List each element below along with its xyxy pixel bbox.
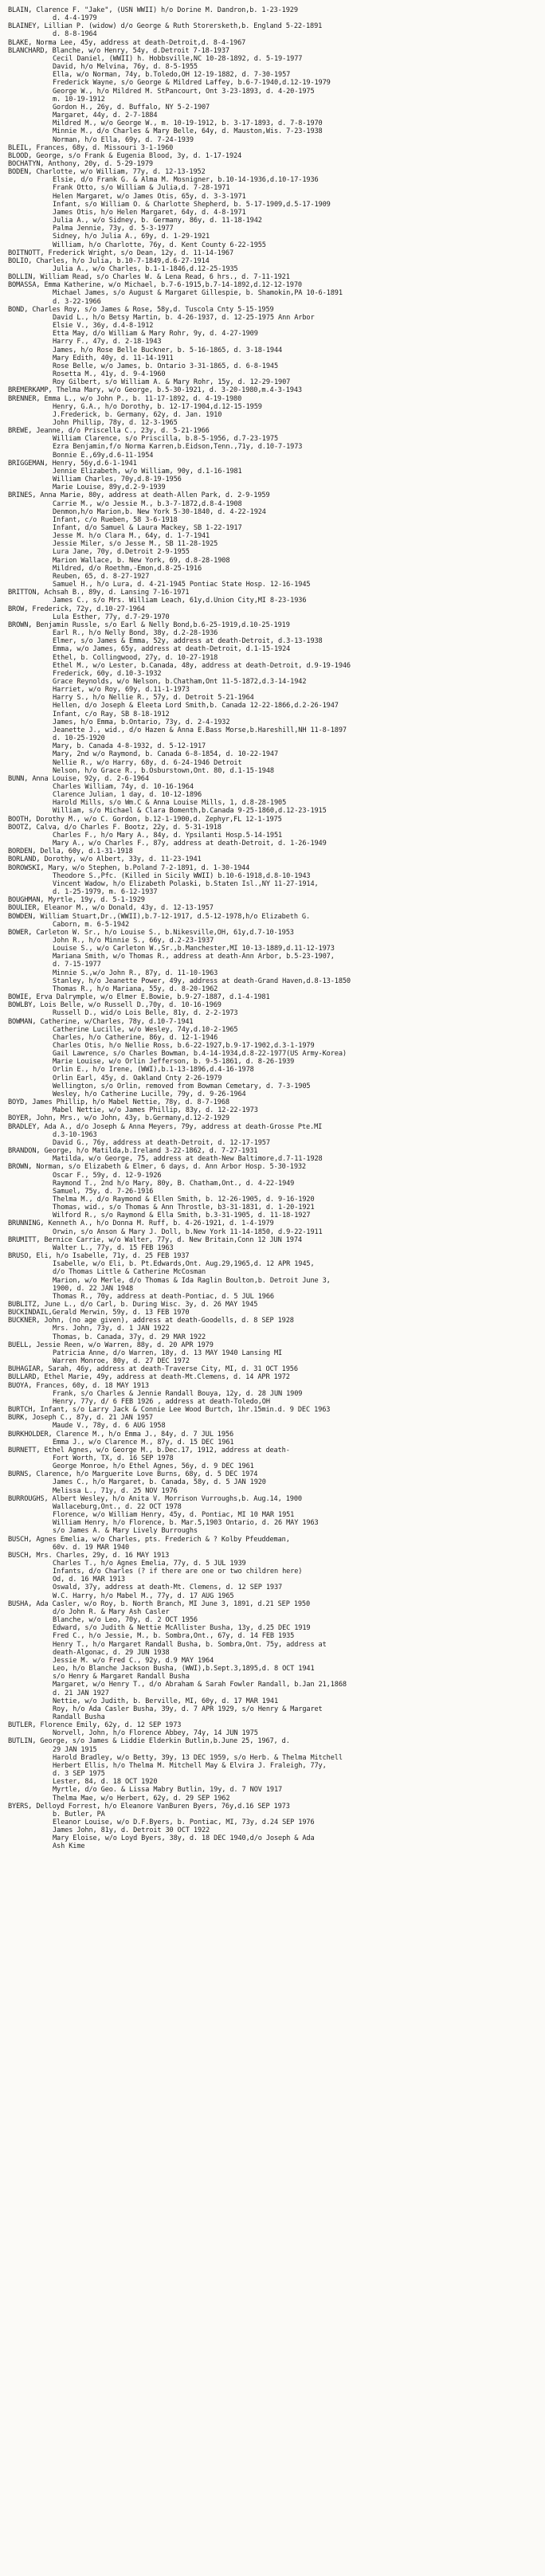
record-heading-line: BUHAGIAR, Sarah, 46y, address at death-Traverse City, MI, d. 31 OCT 1956: [8, 1365, 298, 1374]
record-entry: [8, 1536, 534, 1552]
record-heading-line: BLAKE, Norma Lee, 45y, address at death-Detroit,d. 8-4-1967: [8, 38, 246, 47]
record-continuation-line: Emma, w/o James, 65y, address at death-Detroit, d.1-15-1924: [53, 645, 291, 654]
record-continuation-line: Mildred, d/o Roethm,-Emon,d.8-25-1916: [53, 564, 202, 573]
record-continuation-line: d. 8-8-1964: [53, 30, 97, 39]
record-continuation-line: Mrs. John, 73y, d. 1 JAN 1922: [53, 1325, 170, 1333]
record-entry: [8, 1803, 534, 1851]
record-entry: [8, 460, 534, 492]
record-continuation-line: Louise S., w/o Carleton W.,Sr.,b.Manchester,MI 10-13-1889,d.11-12-1973: [53, 945, 335, 953]
record-heading-line: BRUMITT, Bernice Carrie, w/o Walter, 77y, d. New Britain,Conn 12 JUN 1974: [8, 1235, 302, 1244]
record-heading-line: BOOTZ, Calva, d/o Charles F. Bootz, 22y, d. 5-31-1918: [8, 823, 222, 832]
record-continuation-line: Mabel Nettie, w/o James Phillip, 83y, d. 12-22-1973: [53, 1106, 258, 1115]
record-continuation-line: Henry T., h/o Margaret Randall Busha, b. Sombra,Ont. 75y, address at: [53, 1640, 327, 1649]
record-continuation-line: d. 10-25-1920: [53, 734, 105, 743]
record-entry: [8, 816, 534, 824]
record-heading-line: BLOOD, George, s/o Frank & Eugenia Blood, 3y, d. 1-17-1924: [8, 151, 242, 160]
record-heading-line: BUOYA, Frances, 60y, d. 18 MAY 1913: [8, 1381, 149, 1390]
record-continuation-line: Nellie R., w/o Harry, 68y, d. 6-24-1946 Detroit: [53, 758, 242, 767]
record-continuation-line: Theodore S.,Pfc. (Killed in Sicily WWII) b.10-6-1918,d.8-10-1943: [53, 871, 311, 880]
record-heading-line: BUSHA, Ada Casler, w/o Roy, b. North Branch, MI June 3, 1891, d.21 SEP 1950: [8, 1599, 311, 1608]
record-continuation-line: Samuel, 75y, d. 7-26-1916: [53, 1187, 154, 1196]
record-continuation-line: Harold Mills, s/o Wm.C & Anna Louise Mills, 1, d.8-28-1905: [53, 799, 287, 808]
record-continuation-line: Mary, 2nd w/o Raymond, b. Canada 6-8-1854, d. 10-22-1947: [53, 750, 279, 759]
record-entry: [8, 1163, 534, 1219]
record-heading-line: BLAINEY, Lillian P. (widow) d/o George & Ruth Storersketh,b. England 5-22-1891: [8, 22, 323, 31]
record-continuation-line: Earl R., h/o Nelly Bond, 38y, d.2-28-1936: [53, 629, 218, 638]
record-heading-line: BORDEN, Della, 60y, d.1-31-1918: [8, 848, 133, 856]
record-continuation-line: Od, d. 16 MAR 1913: [53, 1576, 125, 1584]
record-continuation-line: 29 JAN 1915: [53, 1745, 97, 1754]
record-entry: [8, 913, 534, 929]
record-continuation-line: Oscar F., 59y, d. 12-9-1926: [53, 1171, 162, 1180]
record-continuation-line: Thomas R., h/o Mariana, 55y, d. 8-20-1962: [53, 985, 218, 993]
record-continuation-line: Marie Louise, w/o Orlin Jefferson, b. 9-5-1861, d. 8-26-1939: [53, 1058, 295, 1067]
record-continuation-line: Infant, d/o Samuel & Laura Mackey, SB 1-22-1917: [53, 524, 242, 532]
record-continuation-line: Rosetta M., 41y, d. 9-4-1960: [53, 370, 166, 379]
record-entry: [8, 824, 534, 848]
record-continuation-line: Thomas, wid., s/o Thomas & Ann Throstle, b3-31-1831, d. 1-20-1921: [53, 1204, 315, 1212]
record-continuation-line: Marie Louise, 89y,d.2-9-1939: [53, 483, 166, 492]
record-heading-line: BRIGGEMAN, Henry, 56y,d.6-1-1941: [8, 459, 137, 468]
record-continuation-line: d.3-10-1963: [53, 1130, 97, 1139]
record-entry: [8, 993, 534, 1001]
record-continuation-line: s/o Henry & Margaret Randall Busha: [53, 1673, 190, 1681]
record-entry: [8, 39, 534, 47]
record-continuation-line: Gail Lawrence, s/o Charles Bowman, b.4-14-1934,d.8-22-1977(US Army-Korea): [53, 1050, 347, 1059]
record-heading-line: BURTCH, Infant, s/o Larry Jack & Connie Lee Wood Burtch, 1hr.15min.d. 9 DEC 1963: [8, 1406, 331, 1415]
record-entry: [8, 1317, 534, 1341]
record-continuation-line: Oswald, 37y, address at death-Mt. Clemens, d. 12 SEP 1937: [53, 1584, 283, 1592]
record-entry: [8, 904, 534, 912]
record-continuation-line: Roy, h/o Ada Casler Busha, 39y, d. 7 APR 1929, s/o Henry & Margaret: [53, 1705, 323, 1713]
record-heading-line: BURNETT, Ethel Agnes, w/o George M., b.Dec.17, 1912, address at death-: [8, 1446, 290, 1454]
record-continuation-line: Ezra Benjamin,f/o Norma Karren,b.Eidson,Tenn.,71y, d.10-7-1973: [53, 443, 303, 452]
record-entry: [8, 386, 534, 394]
record-continuation-line: d. 3-22-1966: [53, 297, 101, 306]
record-heading-line: BRUNNING, Kenneth A., h/o Donna M. Ruff, b. 4-26-1921, d. 1-4-1979: [8, 1219, 274, 1228]
record-continuation-line: Harold Bradley, w/o Betty, 39y, 13 DEC 1959, s/o Herb. & Thelma Mitchell: [53, 1753, 343, 1762]
record-continuation-line: Elmer, s/o James & Emma, 52y, address at death-Detroit, d.3-13-1938: [53, 637, 323, 646]
record-entry: [8, 855, 534, 863]
record-entry: [8, 1123, 534, 1147]
record-continuation-line: James Otis, h/o Helen Margaret, 64y, d. 4-8-1971: [53, 208, 246, 217]
record-continuation-line: Lura Jane, 70y, d.Detroit 2-9-1955: [53, 548, 190, 557]
record-continuation-line: Thomas, b. Canada, 37y, d. 29 MAR 1922: [53, 1333, 206, 1341]
record-heading-line: BOLIO, Charles, h/o Julia, b.10-7-1849,d.6-27-1914: [8, 256, 210, 265]
record-continuation-line: Reuben, 65, d. 8-27-1927: [53, 572, 150, 581]
record-continuation-line: William Clarence, s/o Priscilla, b.8-5-1956, d.7-23-1975: [53, 435, 279, 444]
record-entry: [8, 1301, 534, 1309]
record-entry: [8, 257, 534, 273]
record-continuation-line: Cecil Daniel, (WWII) h. Hobbsville,NC 10-28-1892, d. 5-19-1977: [53, 54, 303, 63]
record-heading-line: BORLAND, Dorothy, w/o Albert, 33y, d. 11-23-1941: [8, 855, 202, 864]
record-continuation-line: Bonnie E.,69y,d.6-11-1954: [53, 451, 154, 460]
record-entry: [8, 160, 534, 168]
record-continuation-line: Ethel, b. Collingwood, 27y, d. 10-27-1918: [53, 653, 218, 662]
record-continuation-line: Minnie M., d/o Charles & Mary Belle, 64y, d. Mauston,Wis. 7-23-1938: [53, 127, 323, 136]
record-entry: [8, 249, 534, 257]
record-continuation-line: Blanche, w/o Leo, 70y, d. 2 OCT 1956: [53, 1616, 198, 1625]
record-continuation-line: Matilda, w/o George, 75, address at death-New Baltimore,d.7-11-1928: [53, 1155, 323, 1164]
record-continuation-line: Elsie, d/o Frank G. & Alma M. Mosnigner, b.10-14-1936,d.10-17-1936: [53, 176, 319, 185]
record-heading-line: BURK, Joseph C., 87y, d. 21 JAN 1957: [8, 1414, 153, 1423]
record-heading-line: BOUGHMAN, Myrtle, 19y, d. 5-1-1929: [8, 896, 145, 905]
surname-index: [8, 6, 534, 1851]
record-continuation-line: James, h/o Rose Belle Buckner, b. 5-16-1865, d. 3-18-1944: [53, 346, 283, 354]
record-continuation-line: Wellington, s/o Orlin, removed from Bowman Cemetary, d. 7-3-1905: [53, 1082, 311, 1090]
record-continuation-line: Carrie M., w/o Jessie M., b.3-7-1872,d.8-4-1908: [53, 499, 242, 508]
record-continuation-line: Gordon H., 26y, d. Buffalo, NY 5-2-1907: [53, 103, 210, 112]
record-continuation-line: Rose Belle, w/o James, b. Ontario 3-31-1865, d. 6-8-1945: [53, 362, 279, 370]
record-entry: [8, 306, 534, 387]
record-heading-line: BROW, Frederick, 72y, d.10-27-1964: [8, 605, 145, 613]
record-continuation-line: Infant, c/o Rueben, 58 3-6-1918: [53, 515, 178, 524]
record-continuation-line: Orlin Earl, 45y, d. Oakland Cnty 2-26-1979: [53, 1074, 222, 1082]
record-continuation-line: Sidney, h/o Julia A., 69y, d. 1-29-1921: [53, 233, 210, 241]
record-continuation-line: Norman, h/o Ella, 69y, d. 7-24-1939: [53, 135, 194, 144]
record-entry: [8, 1495, 534, 1536]
record-entry: [8, 1600, 534, 1721]
record-continuation-line: Charles F., h/o Mary A., 84y, d. Ypsilanti Hosp.5-14-1951: [53, 831, 283, 840]
record-continuation-line: Mary, b. Canada 4-8-1932, d. 5-12-1917: [53, 742, 206, 751]
record-continuation-line: d. 4-4-1979: [53, 14, 97, 23]
record-continuation-line: Melissa L., 71y, d. 25 NOV 1976: [53, 1486, 178, 1495]
record-continuation-line: Wilford R., s/o Raymond & Ella Smith, b.3-31-1905, d. 11-18-1927: [53, 1212, 311, 1220]
record-continuation-line: Helen Margaret, w/o James Otis, 65y, d. 3-3-1971: [53, 192, 246, 201]
record-continuation-line: Fort Worth, TX, d. 16 SEP 1978: [53, 1454, 174, 1462]
record-heading-line: BRITTON, Achsah B., 89y, d. Lansing 7-16-1971: [8, 589, 190, 597]
record-entry: [8, 1114, 534, 1122]
record-heading-line: BROWN, Benjamin Russle, s/o Earl & Nelly Bond,b.6-25-1919,d.10-25-1919: [8, 621, 290, 629]
record-entry: [8, 775, 534, 816]
record-continuation-line: Thomas R., 70y, address at death-Pontiac, d. 5 JUL 1966: [53, 1292, 274, 1301]
record-continuation-line: Minnie S.,w/o John R., 87y, d. 11-10-1963: [53, 969, 218, 977]
record-entry: [8, 1414, 534, 1430]
record-continuation-line: Leo, h/o Blanche Jackson Busha, (WWI),b.Sept.3,1895,d. 8 OCT 1941: [53, 1665, 315, 1674]
record-continuation-line: Russell D., wid/o Lois Belle, 81y, d. 2-2-1973: [53, 1009, 238, 1018]
record-continuation-line: Infants, d/o Charles (? if there are one or two children here): [53, 1568, 303, 1576]
record-continuation-line: Emma J., w/o Clarence M., 87y, d. 15 DEC 1961: [53, 1438, 234, 1447]
record-entry: [8, 929, 534, 993]
record-continuation-line: John Phillip, 78y, d. 12-3-1965: [53, 418, 178, 427]
record-heading-line: BOOTH, Dorothy M., w/o C. Gordon, b.12-1-1900,d. Zephyr,FL 12-1-1975: [8, 815, 282, 824]
record-continuation-line: Henry, 77y, d/ 6 FEB 1926 , address at death-Toledo,OH: [53, 1397, 270, 1406]
record-heading-line: BOYD, James Phillip, h/o Mabel Nettie, 78y, d. 8-7-1968: [8, 1098, 229, 1107]
record-entry: [8, 47, 534, 144]
record-continuation-line: Julia A., w/o Charles, b.1-1-1846,d.12-25-1935: [53, 265, 238, 273]
record-heading-line: BUCKINDAIL,Gerald Merwin, 59y, d. 13 FEB 1970: [8, 1309, 190, 1317]
record-continuation-line: Herbert Ellis, h/o Thelma M. Mitchell May & Elvira J. Fraleigh, 77y,: [53, 1761, 327, 1770]
record-continuation-line: Stanley, h/o Jeanette Power, 49y, address at death-Grand Haven,d.8-13-1850: [53, 977, 351, 985]
record-continuation-line: Lester, 84, d. 18 OCT 1920: [53, 1778, 158, 1787]
record-continuation-line: d. 1-25-1979, m. 6-12-1937: [53, 888, 158, 897]
record-continuation-line: Palma Jennie, 73y, d. 5-3-1977: [53, 225, 174, 233]
record-heading-line: BOWDEN, William Stuart,Dr.,(WWII),b.7-12-1917, d.5-12-1978,h/o Elizabeth G.: [8, 912, 311, 921]
record-continuation-line: David L., h/o Betsy Martin, b. 4-26-1937, d. 12-25-1975 Ann Arbor: [53, 313, 315, 322]
record-entry: [8, 1382, 534, 1406]
record-continuation-line: 1900, d. 22 JAN 1948: [53, 1284, 134, 1293]
record-entry: [8, 1373, 534, 1381]
record-continuation-line: Walter L., 77y, d. 15 FEB 1963: [53, 1243, 174, 1252]
record-continuation-line: Roy Gilbert, s/o William A. & Mary Rohr, 15y, d. 12-29-1907: [53, 378, 291, 387]
record-entry: [8, 1236, 534, 1252]
record-heading-line: BOWLBY, Lois Belle, w/o Russell D.,70y, d. 10-16-1969: [8, 1001, 222, 1010]
record-continuation-line: Jeanette J., wid., d/o Hazen & Anna E.Bass Morse,b.Hareshill,NH 11-8-1897: [53, 726, 347, 734]
record-heading-line: BRINES, Anna Marie, 80y, address at death-Allen Park, d. 2-9-1959: [8, 491, 270, 500]
record-continuation-line: Margaret, w/o Henry T., d/o Abraham & Sarah Fowler Randall, b.Jan 21,1868: [53, 1681, 347, 1689]
record-continuation-line: Edward, s/o Judith & Nettie McAllister Busha, 13y, d.25 DEC 1919: [53, 1624, 311, 1633]
record-continuation-line: Thelma Mae, w/o Herbert, 62y, d. 29 SEP 1962: [53, 1794, 230, 1803]
record-entry: [8, 152, 534, 160]
record-continuation-line: Infant, c/o Ray, SB 8-18-1912: [53, 710, 170, 718]
record-heading-line: BLANCHARD, Blanche, w/o Henry, 54y, d.Detroit 7-18-1937: [8, 46, 229, 55]
record-entry: [8, 605, 534, 621]
record-continuation-line: Orlin E., h/o Irene, (WWI),b.1-13-1896,d.4-16-1978: [53, 1066, 254, 1075]
record-continuation-line: Charles William, 74y, d. 10-16-1964: [53, 783, 194, 791]
record-continuation-line: Harry S., h/o Nellie R., 57y, d. Detroit 5-21-1964: [53, 694, 254, 703]
record-continuation-line: James C., s/o Mrs. William Leach, 61y,d.Union City,MI 8-23-1936: [53, 597, 307, 605]
record-continuation-line: Ella, w/o Norman, 74y, b.Toledo,OH 12-19-1882, d. 7-30-1957: [53, 71, 291, 80]
record-continuation-line: 60v. d. 19 MAR 1940: [53, 1543, 130, 1552]
record-continuation-line: Denmon,h/o Marion,b. New York 5-30-1840, d. 4-22-1924: [53, 507, 266, 516]
record-continuation-line: Nelson, h/o Grace R., b.Osburstown,Ont. 80, d.1-15-1948: [53, 766, 274, 775]
record-continuation-line: James John, 81y, d. Detroit 30 OCT 1922: [53, 1826, 210, 1835]
record-continuation-line: Fred C., h/o Jessie, M., b. Sombra,Ont., 67y, d. 14 FEB 1935: [53, 1632, 295, 1641]
record-continuation-line: d/o Thomas Little & Catherine McCosman: [53, 1268, 206, 1277]
record-continuation-line: Frank, s/o Charles & Jennie Randall Bouya, 12y, d. 28 JUN 1909: [53, 1389, 303, 1398]
record-entry: [8, 168, 534, 249]
record-continuation-line: Elsie V., 36y, d.4-8-1912: [53, 322, 154, 331]
record-continuation-line: Hellen, d/o Joseph & Eleeta Lord Smith,b. Canada 12-22-1866,d.2-26-1947: [53, 702, 339, 711]
record-heading-line: BRUSO, Eli, h/o Isabelle, 71y, d. 25 FEB 1937: [8, 1252, 190, 1261]
record-entry: [8, 1219, 534, 1235]
record-heading-line: BOND, Charles Roy, s/o James & Rose, 58y,d. Tuscola Cnty 5-15-1959: [8, 305, 274, 314]
record-heading-line: BOYER, John, Mrs., w/o John, 43y, b.Germany,d.12-2-1929: [8, 1114, 229, 1123]
record-entry: [8, 1447, 534, 1470]
record-continuation-line: Charles T., h/o Agnes Emelia, 77y, d. 5 JUL 1939: [53, 1560, 246, 1568]
record-continuation-line: Wallaceburg,Ont., d. 22 OCT 1978: [53, 1502, 182, 1511]
record-continuation-line: Harry F., 47y, d. 2-18-1943: [53, 338, 162, 346]
record-heading-line: BREWE, Jeanne, d/o Priscella C., 23y, d. 5-21-1966: [8, 427, 210, 436]
record-heading-line: BOWER, Carleton W. Sr., h/o Louise S., b.Nikesville,OH, 61y,d.7-10-1953: [8, 928, 294, 937]
record-continuation-line: Norvell, John, h/o Florence Abbey, 74y, 14 JUN 1975: [53, 1729, 258, 1738]
record-continuation-line: Isabelle, w/o Eli, b. Pt.Edwards,Ont. Aug.29,1965,d. 12 APR 1945,: [53, 1260, 315, 1269]
record-continuation-line: Mary Edith, 40y, d. 11-14-1911: [53, 354, 174, 362]
record-heading-line: BUSCH, Mrs. Charles, 29y, d. 16 MAY 1913: [8, 1551, 170, 1560]
record-heading-line: BOROWSKI, Mary, w/o Stephen, b.Poland 7-2-1891, d. 1-30-1944: [8, 863, 250, 872]
record-continuation-line: m. 10-19-1912: [53, 95, 105, 104]
record-continuation-line: Randall Busha: [53, 1713, 105, 1721]
record-heading-line: BOULIER, Eleanor M., w/o Donald, 43y, d. 12-13-1957: [8, 904, 214, 913]
record-continuation-line: Warren Monroe, 80y, d. 27 DEC 1972: [53, 1357, 190, 1366]
record-continuation-line: Wesley, h/o Catherine Lucille, 79y, d. 9-26-1964: [53, 1090, 246, 1098]
record-entry: [8, 281, 534, 305]
record-heading-line: BODEN, Charlotte, w/o William, 77y, d. 12-13-1952: [8, 168, 206, 177]
record-heading-line: BUTLER, Florence Emily, 62y, d. 12 SEP 1973: [8, 1721, 182, 1730]
record-entry: [8, 589, 534, 605]
record-continuation-line: s/o James A. & Mary Lively Burroughs: [53, 1527, 198, 1536]
record-continuation-line: Margaret, 44y, d. 2-7-1884: [53, 112, 158, 120]
record-continuation-line: Orwin, s/o Anson & Mary J. Doll, b.New York 11-14-1850, d.9-22-1911: [53, 1227, 323, 1236]
record-continuation-line: Raymond T., 2nd h/o Mary, 80y, B. Chatham,Ont., d. 4-22-1949: [53, 1179, 295, 1188]
record-continuation-line: Patricia Anne, d/o Warren, 18y, d. 13 MAY 1940 Lansing MI: [53, 1349, 283, 1357]
record-continuation-line: Jessie Miler, s/o Jesse M., SB 11-28-1925: [53, 540, 218, 549]
record-heading-line: BRADLEY, Ada A., d/o Joseph & Anna Meyers, 79y, address at death-Grosse Pte.MI: [8, 1122, 323, 1131]
record-heading-line: BOWMAN, Catherine, w/Charles, 78y, d.10-7-1941: [8, 1017, 194, 1026]
record-entry: [8, 1406, 534, 1414]
record-continuation-line: Frederick Wayne, s/o George & Mildred Laffey, b.6-7-1940,d.12-19-1979: [53, 79, 331, 88]
record-continuation-line: Nettie, w/o Judith, b. Berville, MI, 60y, d. 17 MAR 1941: [53, 1697, 279, 1705]
record-heading-line: BUTLIN, George, s/o James & Liddie Elderkin Butlin,b.June 25, 1967, d.: [8, 1737, 290, 1746]
record-continuation-line: Julia A., w/o Sidney, b. Germany, 86y, d. 11-18-1942: [53, 217, 262, 225]
record-entry: [8, 1252, 534, 1301]
record-continuation-line: Frederick, 60y, d.10-3-1932: [53, 669, 162, 678]
record-entry: [8, 896, 534, 904]
record-entry: [8, 1001, 534, 1017]
record-entry: [8, 848, 534, 855]
record-heading-line: BLEIL, Frances, 68y, d. Missouri 3-1-1960: [8, 143, 174, 152]
record-heading-line: BOMASSA, Emma Katherine, w/o Michael, b.7-6-1915,b.7-14-1892,d.12-12-1970: [8, 281, 302, 290]
record-continuation-line: William Charles, 70y,d.8-19-1956: [53, 476, 182, 484]
record-continuation-line: Catherine Lucille, w/o Wesley, 74y,d.10-2-1965: [53, 1025, 238, 1034]
record-continuation-line: Marion, w/o Merle, d/o Thomas & Ida Raglin Boulton,b. Detroit June 3,: [53, 1276, 331, 1285]
record-continuation-line: Ash Kime: [53, 1842, 85, 1851]
record-heading-line: BUSCH, Agnes Emelia, w/o Charles, pts. Frederich & ? Kolby Pfeuddeman,: [8, 1535, 290, 1544]
record-continuation-line: George Monroe, h/o Ethel Agnes, 56y, d. 9 DEC 1961: [53, 1462, 254, 1471]
record-continuation-line: Charles Otis, h/o Nellie Ross, b.6-22-1927,b.9-17-1902,d.3-1-1979: [53, 1042, 315, 1050]
record-heading-line: BUBLITZ, June L., d/o Carl, b. During Wisc. 3y, d. 26 MAY 1945: [8, 1301, 258, 1309]
record-entry: [8, 1552, 534, 1600]
record-continuation-line: d. 3 SEP 1975: [53, 1770, 105, 1779]
record-heading-line: BOCHATYN, Anthony, 20y, d. 5-29-1979: [8, 159, 153, 168]
record-entry: [8, 273, 534, 281]
record-continuation-line: d. 7-15-1977: [53, 961, 101, 969]
record-continuation-line: Mildred M., w/o George W., m. 10-19-1912, b. 3-17-1893, d. 7-8-1970: [53, 119, 323, 128]
record-continuation-line: Caborn, m. 6-5-1942: [53, 920, 130, 929]
record-continuation-line: Charles, h/o Catherine, 86y, d. 12-1-1946: [53, 1033, 218, 1042]
record-continuation-line: William Henry, h/o Florence, b. Mar.5,1903 Ontario, d. 26 MAY 1963: [53, 1519, 319, 1528]
record-continuation-line: John R., h/o Minnie S., 66y, d.2-23-1937: [53, 936, 214, 945]
record-entry: [8, 1147, 534, 1163]
record-continuation-line: Mary Eloise, w/o Loyd Byers, 38y, d. 18 DEC 1940,d/o Joseph & Ada: [53, 1834, 315, 1843]
record-continuation-line: Samuel H., h/o Lura, d. 4-21-1945 Pontiac State Hosp. 12-16-1945: [53, 581, 311, 589]
record-heading-line: BUCKNER, John, (no age given), address at death-Goodells, d. 8 SEP 1928: [8, 1317, 294, 1325]
record-entry: [8, 864, 534, 897]
record-continuation-line: Clarence Julian, 1 day, d. 10-12-1896: [53, 791, 202, 800]
record-entry: [8, 22, 534, 38]
record-continuation-line: Infant, s/o William O. & Charlotte Shepherd, b. 5-17-1909,d.5-17-1909: [53, 200, 331, 209]
record-entry: [8, 6, 534, 22]
record-continuation-line: Frank Otto, s/o William & Julia,d. 7-28-1971: [53, 184, 230, 193]
record-continuation-line: Grace Reynolds, w/o Nelson, b.Chatham,Ont 11-5-1872,d.3-14-1942: [53, 677, 307, 686]
record-continuation-line: Maude V., 78y, d. 6 AUG 1958: [53, 1422, 166, 1431]
record-continuation-line: Henry, G.A., h/o Dorothy, b. 12-17-1904,d.12-15-1959: [53, 402, 262, 411]
record-entry: [8, 1341, 534, 1365]
record-continuation-line: Mariana Smith, w/o Thomas R., address at death-Ann Arbor, b.5-23-1907,: [53, 953, 335, 961]
record-entry: [8, 395, 534, 428]
record-heading-line: BUNN, Anna Louise, 92y, d. 2-6-1964: [8, 774, 149, 783]
record-continuation-line: Jennie Elizabeth, w/o William, 90y, d.1-16-1981: [53, 467, 242, 476]
record-entry: [8, 1470, 534, 1494]
record-continuation-line: Michael James, s/o August & Margaret Gillespie, b. Shamokin,PA 10-6-1891: [53, 289, 343, 298]
record-continuation-line: Harriet, w/o Roy, 69y, d.11-1-1973: [53, 686, 190, 695]
record-continuation-line: Thelma M., d/o Raymond & Ellen Smith, b. 12-26-1905, d. 9-16-1920: [53, 1195, 315, 1204]
record-heading-line: BRENNER, Emma L., w/o John P., b. 11-17-1892, d. 4-19-1980: [8, 394, 242, 403]
record-heading-line: BLAIN, Clarence F. "Jake", (USN WWII) h/o Dorine M. Dandron,b. 1-23-1929: [8, 6, 298, 14]
record-continuation-line: Jesse M. h/o Clara M., 64y, d. 1-7-1941: [53, 532, 210, 541]
record-continuation-line: d. 21 JAN 1927: [53, 1689, 109, 1697]
record-continuation-line: Etta May, d/o William & Mary Rohr, 9y, d. 4-27-1909: [53, 330, 258, 339]
record-continuation-line: Eleanor Louise, w/o D.F.Byers, b. Pontiac, MI, 73y, d.24 SEP 1976: [53, 1818, 315, 1826]
record-continuation-line: William, h/o Charlotte, 76y, d. Kent County 6-22-1955: [53, 241, 266, 249]
record-entry: [8, 1018, 534, 1099]
record-heading-line: BRANDON, George, h/o Matilda,b.Ireland 3-22-1862, d. 7-27-1931: [8, 1147, 258, 1156]
record-continuation-line: J.Frederick, b. Germany, 62y, d. Jan. 1910: [53, 410, 222, 419]
record-continuation-line: Myrtle, d/o Geo. & Lissa Mabry Butlin, 19y, d. 7 NOV 1917: [53, 1786, 283, 1795]
record-entry: [8, 1309, 534, 1317]
record-entry: [8, 491, 534, 589]
record-entry: [8, 1098, 534, 1114]
record-continuation-line: William, s/o Michael & Clara Bomenth,b.Canada 9-25-1860,d.12-23-1915: [53, 807, 327, 816]
record-continuation-line: b. Butler, PA: [53, 1810, 105, 1818]
record-continuation-line: Ethel M., w/o Lester, b.Canada, 48y, address at death-Detroit, d.9-19-1946: [53, 661, 351, 670]
record-heading-line: BURNS, Clarence, h/o Marguerite Love Burns, 68y, d. 5 DEC 1974: [8, 1470, 258, 1479]
record-continuation-line: George W., h/o Mildred M. StPancourt, Ont 3-23-1893, d. 4-20-1975: [53, 87, 315, 96]
record-heading-line: BURKHOLDER, Clarence M., h/o Emma J., 84y, d. 7 JUL 1956: [8, 1430, 234, 1439]
record-continuation-line: death-Algonac, d. 29 JUN 1938: [53, 1648, 170, 1657]
record-entry: [8, 621, 534, 775]
record-entry: [8, 144, 534, 152]
record-continuation-line: David, h/o Melvina, 76y, d. 8-5-1955: [53, 63, 198, 72]
record-entry: [8, 1737, 534, 1802]
record-heading-line: BROWN, Norman, s/o Elizabeth & Elmer, 6 days, d. Ann Arbor Hosp. 5-30-1932: [8, 1163, 306, 1172]
record-continuation-line: Lula Esther, 77y, d.7-29-1970: [53, 613, 170, 621]
record-continuation-line: Marion Wallace, b. New York, 69, d.8-28-1908: [53, 556, 230, 565]
record-continuation-line: David G., 76y, address at death-Detroit, d. 12-17-1957: [53, 1138, 270, 1147]
record-continuation-line: Vincent Wadow, h/o Elizabeth Polaski, b.Staten Isl.,NY 11-27-1914,: [53, 879, 319, 888]
record-continuation-line: James, h/o Emma, b.Ontario, 73y, d. 2-4-1932: [53, 718, 230, 726]
record-continuation-line: Jessie M. w/o Fred C., 92y, d.9 MAY 1964: [53, 1656, 214, 1665]
record-entry: [8, 427, 534, 460]
record-heading-line: BREMERKAMP, Thelma Mary, w/o George, b.5-30-1921, d. 3-20-1980,m.4-3-1943: [8, 386, 302, 395]
record-heading-line: BOLLIN, William Read, s/o Charles W. & Lena Read, 6 hrs., d. 7-11-1921: [8, 273, 290, 282]
record-heading-line: BULLARD, Ethel Marie, 49y, address at death-Mt.Clemens, d. 14 APR 1972: [8, 1373, 290, 1382]
record-continuation-line: Florence, w/o William Henry, 45y, d. Pontiac, MI 10 MAR 1951: [53, 1511, 295, 1520]
record-entry: [8, 1431, 534, 1447]
record-heading-line: BURROUGHS, Albert Wesley, h/o Anita V. Morrison Vurroughs,b. Aug.14, 1900: [8, 1494, 302, 1503]
record-continuation-line: d/o John R. & Mary Ash Casler: [53, 1607, 170, 1616]
record-heading-line: BUELL, Jessie Reen, w/o Warren, 88y, d. 20 APR 1979: [8, 1341, 214, 1349]
record-heading-line: BYERS, Delloyd Forrest, h/o Eleanore VanBuren Byers, 76y,d.16 SEP 1973: [8, 1802, 290, 1811]
record-entry: [8, 1721, 534, 1737]
record-heading-line: BOITNOTT, Frederick Wright, s/o Dean, 12y, d. 11-14-1967: [8, 249, 234, 257]
record-entry: [8, 1365, 534, 1373]
record-continuation-line: James C., h/o Margaret, b. Canada, 58y, d. 5 JAN 1920: [53, 1478, 266, 1487]
record-continuation-line: W.C. Harry, h/o Mabel M., 77y, d. 17 AUG 1965: [53, 1591, 234, 1600]
record-heading-line: BOWIE, Erva Dalrymple, w/o Elmer E.Bowie, b.9-27-1887, d.1-4-1981: [8, 993, 270, 1002]
record-continuation-line: Mary A., w/o Charles F., 87y, address at death-Detroit, d. 1-26-1949: [53, 840, 327, 848]
